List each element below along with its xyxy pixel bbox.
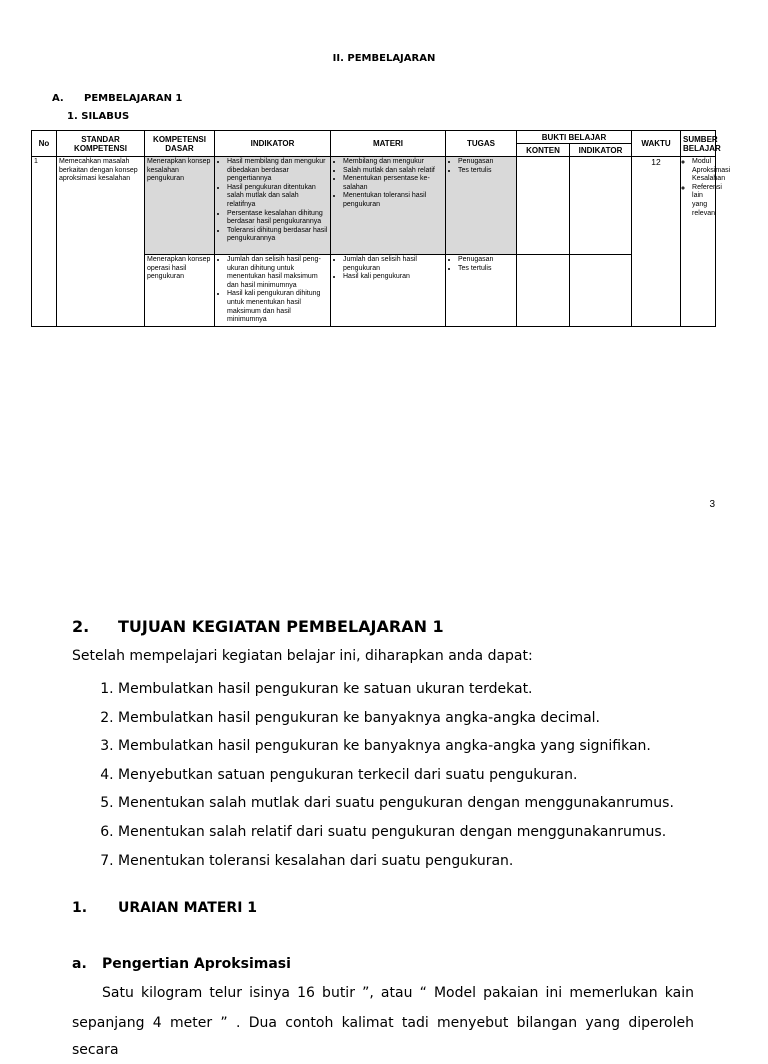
materi-cell (331, 157, 446, 255)
materi-cell (331, 255, 446, 327)
list-item: • Penugasan (458, 256, 514, 265)
indikator-bukti-cell (570, 255, 632, 327)
uraian-number: 1. (72, 900, 88, 916)
list-item: • Tes tertulis (458, 265, 514, 274)
silabus-table (31, 130, 731, 327)
list-item: 4. Menyebutkan satuan pengukuran terkecil dari suatu pengukuran. (118, 761, 674, 790)
header-konten: KONTEN (517, 144, 570, 157)
list-item: 6. Menentukan salah relatif dari suatu pengukuran dengan menggunakanrumus. (118, 818, 674, 847)
list-item: ◦ Modul Aproksimasi Kesalahan (692, 158, 713, 184)
table-row (32, 157, 716, 255)
paragraph-line: sepanjang 4 meter ” . Dua contoh kalimat tadi menyebut bilangan yang diperoleh secara (72, 1015, 694, 1058)
list-item: 5. Menentukan salah mutlak dari suatu pengukuran dengan menggunakanrumus. (118, 789, 674, 818)
uraian-title: URAIAN MATERI 1 (118, 900, 258, 916)
list-item: • Hasil kali pengukuran (343, 273, 443, 282)
kompetensi-dasar-cell: Menerapkan konsep operasi hasil pengukuran (145, 255, 215, 327)
subsection-title: PEMBELAJARAN 1 (84, 93, 183, 104)
tugas-cell (446, 157, 517, 255)
list-item: • Menentukan toleransi hasil pengukuran (343, 192, 443, 209)
indikator-cell (215, 157, 331, 255)
list-item: • Tes tertulis (458, 167, 514, 176)
tugas-cell (446, 255, 517, 327)
row-number: 1 (32, 157, 57, 327)
list-item: • Persentase kesalahan dihitung berdasar hasil pengukurannya (227, 210, 328, 227)
list-item: • Hasil kali pengukuran dihitung untuk menentukan hasil maksimum dan hasil minimumnya (227, 290, 328, 324)
list-item: • Jumlah dan selisih hasil peng-ukuran dihitung untuk menentukan hasil maksimum dan hasil minimumnya (227, 256, 328, 290)
header-waktu: WAKTU (632, 131, 681, 157)
list-item: • Jumlah dan selisih hasil pengukuran (343, 256, 443, 273)
waktu-cell: 12 (632, 157, 681, 327)
list-item: 7. Menentukan toleransi kesalahan dari suatu pengukuran. (118, 847, 674, 876)
sumber-belajar-cell (681, 157, 731, 327)
silabus-heading: 1. SILABUS (67, 111, 130, 122)
header-materi: MATERI (331, 131, 446, 157)
list-item: 1. Membulatkan hasil pengukuran ke satuan ukuran terdekat. (118, 675, 674, 704)
uraian-heading (72, 900, 257, 916)
header-bukti-belajar: BUKTI BELAJAR (517, 131, 632, 144)
tujuan-intro: Setelah mempelajari kegiatan belajar ini, diharapkan anda dapat: (72, 648, 533, 664)
list-item: 2. Membulatkan hasil pengukuran ke banyaknya angka-angka decimal. (118, 704, 674, 733)
konten-cell (517, 255, 570, 327)
pengertian-heading (72, 956, 291, 972)
pengertian-letter: a. (72, 956, 87, 972)
list-item: ◦ Referensi lain yang relevan (692, 184, 713, 218)
list-item: • Hasil pengukuran ditentukan salah mutlak dan salah relatifnya (227, 184, 328, 210)
list-item: • Toleransi dihitung berdasar hasil pengukurannya (227, 227, 328, 244)
tujuan-heading (72, 617, 444, 636)
subsection-letter: A. (52, 93, 64, 104)
section-title: II. PEMBELAJARAN (332, 53, 436, 64)
tujuan-list (72, 675, 674, 875)
indikator-bukti-cell (570, 157, 632, 255)
header-kompetensi-dasar: KOMPETENSI DASAR (145, 131, 215, 157)
pengertian-title: Pengertian Aproksimasi (102, 956, 291, 972)
tujuan-title: TUJUAN KEGIATAN PEMBELAJARAN 1 (118, 617, 444, 636)
kompetensi-dasar-cell: Menerapkan konsep kesalahan pengukuran (145, 157, 215, 255)
header-tugas: TUGAS (446, 131, 517, 157)
header-standar-kompetensi: STANDAR KOMPETENSI (57, 131, 145, 157)
list-item: • Menentukan persentase ke-salahan (343, 175, 443, 192)
header-sumber-belajar: SUMBER BELAJAR (681, 131, 716, 157)
header-indikator: INDIKATOR (215, 131, 331, 157)
konten-cell (517, 157, 570, 255)
list-item: • Membilang dan mengukur (343, 158, 443, 167)
indikator-cell (215, 255, 331, 327)
paragraph-line: Satu kilogram telur isinya 16 butir ”, atau “ Model pakaian ini memerlukan kain (102, 985, 694, 1001)
list-item: 3. Membulatkan hasil pengukuran ke banyaknya angka-angka yang signifikan. (118, 732, 674, 761)
list-item: • Penugasan (458, 158, 514, 167)
standar-kompetensi-cell: Memecahkan masalah berkaitan dengan konsep aproksimasi kesalahan (57, 157, 145, 327)
page-number: 3 (709, 499, 715, 510)
list-item: • Hasil membilang dan mengukur dibedakan berdasar pengertiannya (227, 158, 328, 184)
tujuan-number: 2. (72, 617, 90, 636)
header-no: No (32, 131, 57, 157)
list-item: • Salah mutlak dan salah relatif (343, 167, 443, 176)
header-indikator-bukti: INDIKATOR (570, 144, 632, 157)
